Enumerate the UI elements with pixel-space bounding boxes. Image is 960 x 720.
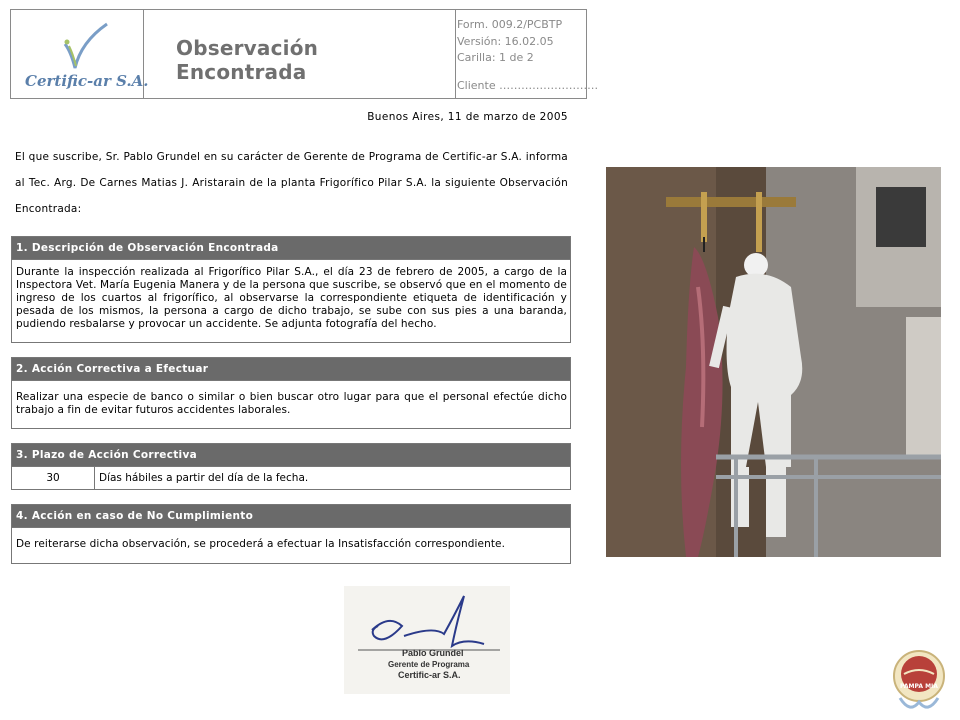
section-non-compliance [11,504,571,564]
section-deadline [11,443,571,490]
deadline-days: 30 [12,467,95,489]
form-header [10,9,599,99]
section-body: Durante la inspección realizada al Frigorífico Pilar S.A., el día 23 de febrero de 2005, a cargo de la Inspectora Vet. María Eugenia Manera y de la persona que suscribe, se observó que en el momento de ingreso de los cuartos al frigorífico, al observarse la correspondiente etiqueta de identificación y pesada de los mismos, la persona a cargo de dicho trabajo, se sube con sus pies a una baranda, pudiendo resbalarse y provocar un accidente. Se adjunta fotografía del hecho. [16,266,567,330]
document-title: Observación Encontrada [176,36,319,84]
section-heading: 3. Plazo de Acción Correctiva [12,444,570,467]
form-number: Form. 009.2/PCBTP [457,18,563,31]
photo-illustration [606,167,941,557]
badge-text: PAMPA MIA [900,683,938,690]
signer-name: Pablo Grundel [402,648,464,658]
date-line: Buenos Aires, 11 de marzo de 2005 [367,111,568,123]
company-logo [11,10,149,98]
page-counter: Carilla: 1 de 2 [457,51,534,64]
logo-text: Certific-ar S.A. [25,72,149,90]
logo-check-icon [51,22,111,72]
form-meta [456,10,599,98]
signature-block [344,586,510,694]
section-corrective-action [11,357,571,429]
section-body: Realizar una especie de banco o similar o bien buscar otro lugar para que el personal efectúe dicho trabajo a fin de evitar futuros accidentes laborales. [16,391,567,416]
pampa-mia-badge [890,648,948,714]
signer-role: Gerente de Programa [388,660,470,669]
seal-icon [890,648,948,714]
incident-photo [606,167,941,557]
intro-paragraph: El que suscribe, Sr. Pablo Grundel en su carácter de Gerente de Programa de Certific-ar S.A. informa al Tec. Arg. De Carnes Matias J. Aristarain de la planta Frigorífico Pilar S.A. la siguiente Observación Encontrada: [15,151,568,215]
section-heading: 2. Acción Correctiva a Efectuar [12,358,570,381]
section-heading: 1. Descripción de Observación Encontrada [12,237,570,260]
section-body: De reiterarse dicha observación, se procederá a efectuar la Insatisfacción correspondiente. [16,538,506,550]
signer-company: Certific-ar S.A. [398,670,461,680]
section-heading: 4. Acción en caso de No Cumplimiento [12,505,570,528]
document-title-cell [144,10,456,98]
form-version: Versión: 16.02.05 [457,35,554,48]
deadline-row [12,467,570,489]
deadline-text: Días hábiles a partir del día de la fecha. [99,472,309,484]
section-description [11,236,571,343]
client-field: Cliente ……………………… [457,79,599,92]
